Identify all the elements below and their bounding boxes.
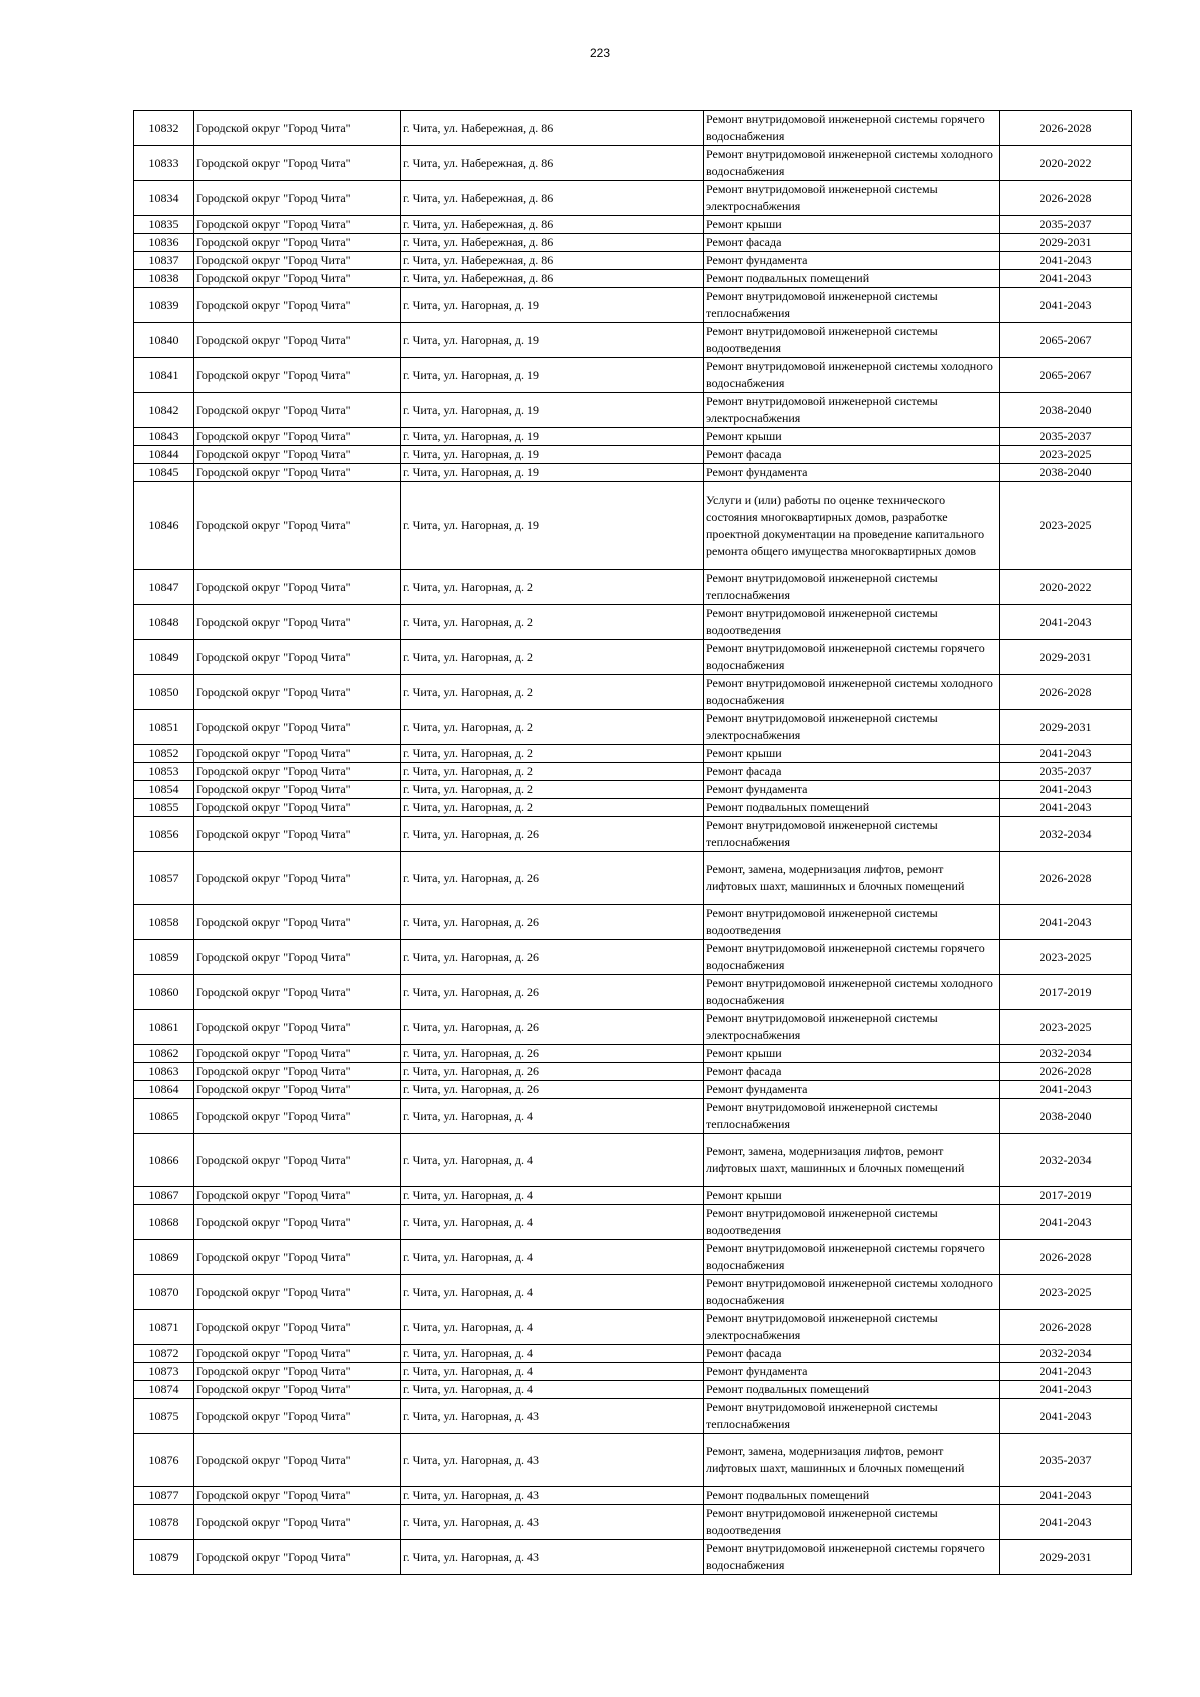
row-number: 10872 bbox=[134, 1345, 194, 1363]
municipality-cell: Городской округ "Город Чита" bbox=[194, 146, 401, 181]
work-type-cell: Ремонт, замена, модернизация лифтов, ремонт лифтовых шахт, машинных и блочных помещений bbox=[704, 1434, 1000, 1487]
address-cell: г. Чита, ул. Нагорная, д. 2 bbox=[401, 799, 704, 817]
municipality-cell: Городской округ "Город Чита" bbox=[194, 675, 401, 710]
address-cell: г. Чита, ул. Нагорная, д. 2 bbox=[401, 745, 704, 763]
row-number: 10832 bbox=[134, 111, 194, 146]
address-cell: г. Чита, ул. Нагорная, д. 4 bbox=[401, 1381, 704, 1399]
row-number: 10858 bbox=[134, 905, 194, 940]
address-cell: г. Чита, ул. Нагорная, д. 2 bbox=[401, 763, 704, 781]
table-row bbox=[134, 1381, 1132, 1399]
table-row bbox=[134, 482, 1132, 570]
address-cell: г. Чита, ул. Нагорная, д. 19 bbox=[401, 446, 704, 464]
table-row bbox=[134, 605, 1132, 640]
address-cell: г. Чита, ул. Нагорная, д. 4 bbox=[401, 1240, 704, 1275]
row-number: 10863 bbox=[134, 1063, 194, 1081]
address-cell: г. Чита, ул. Нагорная, д. 26 bbox=[401, 1063, 704, 1081]
municipality-cell: Городской округ "Город Чита" bbox=[194, 446, 401, 464]
municipality-cell: Городской округ "Город Чита" bbox=[194, 745, 401, 763]
row-number: 10864 bbox=[134, 1081, 194, 1099]
work-type-cell: Ремонт фасада bbox=[704, 1063, 1000, 1081]
row-number: 10859 bbox=[134, 940, 194, 975]
period-cell: 2029-2031 bbox=[1000, 710, 1132, 745]
table-row bbox=[134, 1363, 1132, 1381]
municipality-cell: Городской округ "Город Чита" bbox=[194, 216, 401, 234]
row-number: 10860 bbox=[134, 975, 194, 1010]
address-cell: г. Чита, ул. Нагорная, д. 43 bbox=[401, 1487, 704, 1505]
municipality-cell: Городской округ "Город Чита" bbox=[194, 464, 401, 482]
row-number: 10869 bbox=[134, 1240, 194, 1275]
row-number: 10837 bbox=[134, 252, 194, 270]
address-cell: г. Чита, ул. Нагорная, д. 43 bbox=[401, 1399, 704, 1434]
work-type-cell: Ремонт внутридомовой инженерной системы горячего водоснабжения bbox=[704, 940, 1000, 975]
municipality-cell: Городской округ "Город Чита" bbox=[194, 393, 401, 428]
address-cell: г. Чита, ул. Набережная, д. 86 bbox=[401, 270, 704, 288]
work-type-cell: Ремонт крыши bbox=[704, 428, 1000, 446]
work-type-cell: Ремонт внутридомовой инженерной системы водоотведения bbox=[704, 323, 1000, 358]
row-number: 10850 bbox=[134, 675, 194, 710]
municipality-cell: Городской округ "Город Чита" bbox=[194, 570, 401, 605]
period-cell: 2035-2037 bbox=[1000, 216, 1132, 234]
municipality-cell: Городской округ "Город Чита" bbox=[194, 640, 401, 675]
table-row bbox=[134, 799, 1132, 817]
period-cell: 2029-2031 bbox=[1000, 234, 1132, 252]
address-cell: г. Чита, ул. Нагорная, д. 26 bbox=[401, 975, 704, 1010]
municipality-cell: Городской округ "Город Чита" bbox=[194, 1099, 401, 1134]
work-type-cell: Ремонт внутридомовой инженерной системы горячего водоснабжения bbox=[704, 1540, 1000, 1575]
table-row bbox=[134, 234, 1132, 252]
work-type-cell: Ремонт внутридомовой инженерной системы холодного водоснабжения bbox=[704, 146, 1000, 181]
table-row bbox=[134, 270, 1132, 288]
municipality-cell: Городской округ "Город Чита" bbox=[194, 781, 401, 799]
address-cell: г. Чита, ул. Набережная, д. 86 bbox=[401, 181, 704, 216]
address-cell: г. Чита, ул. Нагорная, д. 2 bbox=[401, 570, 704, 605]
period-cell: 2020-2022 bbox=[1000, 570, 1132, 605]
municipality-cell: Городской округ "Город Чита" bbox=[194, 270, 401, 288]
table-row bbox=[134, 1099, 1132, 1134]
address-cell: г. Чита, ул. Нагорная, д. 2 bbox=[401, 781, 704, 799]
table-row bbox=[134, 570, 1132, 605]
municipality-cell: Городской округ "Город Чита" bbox=[194, 1081, 401, 1099]
table-row bbox=[134, 763, 1132, 781]
work-type-cell: Ремонт крыши bbox=[704, 745, 1000, 763]
period-cell: 2026-2028 bbox=[1000, 181, 1132, 216]
period-cell: 2041-2043 bbox=[1000, 781, 1132, 799]
row-number: 10848 bbox=[134, 605, 194, 640]
table-row bbox=[134, 1187, 1132, 1205]
period-cell: 2023-2025 bbox=[1000, 1275, 1132, 1310]
address-cell: г. Чита, ул. Нагорная, д. 43 bbox=[401, 1505, 704, 1540]
table-row bbox=[134, 358, 1132, 393]
period-cell: 2032-2034 bbox=[1000, 1045, 1132, 1063]
municipality-cell: Городской округ "Город Чита" bbox=[194, 428, 401, 446]
municipality-cell: Городской округ "Город Чита" bbox=[194, 323, 401, 358]
work-type-cell: Ремонт, замена, модернизация лифтов, ремонт лифтовых шахт, машинных и блочных помещений bbox=[704, 852, 1000, 905]
period-cell: 2041-2043 bbox=[1000, 605, 1132, 640]
address-cell: г. Чита, ул. Нагорная, д. 43 bbox=[401, 1540, 704, 1575]
table-row bbox=[134, 146, 1132, 181]
table-row bbox=[134, 640, 1132, 675]
work-type-cell: Ремонт подвальных помещений bbox=[704, 799, 1000, 817]
row-number: 10871 bbox=[134, 1310, 194, 1345]
address-cell: г. Чита, ул. Нагорная, д. 4 bbox=[401, 1345, 704, 1363]
work-type-cell: Ремонт внутридомовой инженерной системы холодного водоснабжения bbox=[704, 1275, 1000, 1310]
table-row bbox=[134, 1134, 1132, 1187]
row-number: 10835 bbox=[134, 216, 194, 234]
address-cell: г. Чита, ул. Набережная, д. 86 bbox=[401, 234, 704, 252]
period-cell: 2032-2034 bbox=[1000, 817, 1132, 852]
work-type-cell: Ремонт внутридомовой инженерной системы водоотведения bbox=[704, 1505, 1000, 1540]
work-type-cell: Ремонт фундамента bbox=[704, 1363, 1000, 1381]
table-row bbox=[134, 1275, 1132, 1310]
period-cell: 2041-2043 bbox=[1000, 252, 1132, 270]
address-cell: г. Чита, ул. Нагорная, д. 4 bbox=[401, 1310, 704, 1345]
period-cell: 2065-2067 bbox=[1000, 323, 1132, 358]
municipality-cell: Городской округ "Город Чита" bbox=[194, 1363, 401, 1381]
period-cell: 2032-2034 bbox=[1000, 1345, 1132, 1363]
table-row bbox=[134, 817, 1132, 852]
work-type-cell: Ремонт фасада bbox=[704, 1345, 1000, 1363]
municipality-cell: Городской округ "Город Чита" bbox=[194, 763, 401, 781]
table-row bbox=[134, 905, 1132, 940]
work-type-cell: Ремонт внутридомовой инженерной системы холодного водоснабжения bbox=[704, 358, 1000, 393]
address-cell: г. Чита, ул. Нагорная, д. 43 bbox=[401, 1434, 704, 1487]
municipality-cell: Городской округ "Город Чита" bbox=[194, 1310, 401, 1345]
table-row bbox=[134, 252, 1132, 270]
page-number: 223 bbox=[589, 46, 611, 60]
table-row bbox=[134, 1240, 1132, 1275]
table-row bbox=[134, 464, 1132, 482]
row-number: 10878 bbox=[134, 1505, 194, 1540]
municipality-cell: Городской округ "Город Чита" bbox=[194, 1063, 401, 1081]
work-type-cell: Ремонт фундамента bbox=[704, 781, 1000, 799]
work-type-cell: Ремонт внутридомовой инженерной системы водоотведения bbox=[704, 605, 1000, 640]
table-row bbox=[134, 1310, 1132, 1345]
municipality-cell: Городской округ "Город Чита" bbox=[194, 234, 401, 252]
work-type-cell: Ремонт подвальных помещений bbox=[704, 270, 1000, 288]
work-type-cell: Ремонт внутридомовой инженерной системы теплоснабжения bbox=[704, 288, 1000, 323]
work-type-cell: Ремонт внутридомовой инженерной системы горячего водоснабжения bbox=[704, 111, 1000, 146]
address-cell: г. Чита, ул. Нагорная, д. 2 bbox=[401, 640, 704, 675]
period-cell: 2023-2025 bbox=[1000, 446, 1132, 464]
period-cell: 2035-2037 bbox=[1000, 428, 1132, 446]
address-cell: г. Чита, ул. Нагорная, д. 19 bbox=[401, 323, 704, 358]
address-cell: г. Чита, ул. Нагорная, д. 26 bbox=[401, 1045, 704, 1063]
address-cell: г. Чита, ул. Нагорная, д. 19 bbox=[401, 393, 704, 428]
address-cell: г. Чита, ул. Нагорная, д. 26 bbox=[401, 852, 704, 905]
municipality-cell: Городской округ "Город Чита" bbox=[194, 1381, 401, 1399]
address-cell: г. Чита, ул. Нагорная, д. 4 bbox=[401, 1275, 704, 1310]
row-number: 10834 bbox=[134, 181, 194, 216]
address-cell: г. Чита, ул. Нагорная, д. 19 bbox=[401, 464, 704, 482]
row-number: 10849 bbox=[134, 640, 194, 675]
period-cell: 2041-2043 bbox=[1000, 745, 1132, 763]
period-cell: 2041-2043 bbox=[1000, 799, 1132, 817]
row-number: 10846 bbox=[134, 482, 194, 570]
table-row bbox=[134, 1399, 1132, 1434]
row-number: 10873 bbox=[134, 1363, 194, 1381]
table-row bbox=[134, 428, 1132, 446]
address-cell: г. Чита, ул. Набережная, д. 86 bbox=[401, 146, 704, 181]
work-type-cell: Ремонт внутридомовой инженерной системы водоотведения bbox=[704, 905, 1000, 940]
work-type-cell: Ремонт внутридомовой инженерной системы теплоснабжения bbox=[704, 1099, 1000, 1134]
municipality-cell: Городской округ "Город Чита" bbox=[194, 817, 401, 852]
work-type-cell: Ремонт внутридомовой инженерной системы электроснабжения bbox=[704, 1310, 1000, 1345]
row-number: 10877 bbox=[134, 1487, 194, 1505]
period-cell: 2038-2040 bbox=[1000, 393, 1132, 428]
period-cell: 2041-2043 bbox=[1000, 1381, 1132, 1399]
period-cell: 2017-2019 bbox=[1000, 1187, 1132, 1205]
row-number: 10866 bbox=[134, 1134, 194, 1187]
work-type-cell: Ремонт внутридомовой инженерной системы электроснабжения bbox=[704, 710, 1000, 745]
table-body bbox=[134, 111, 1132, 1575]
period-cell: 2041-2043 bbox=[1000, 270, 1132, 288]
period-cell: 2032-2034 bbox=[1000, 1134, 1132, 1187]
row-number: 10875 bbox=[134, 1399, 194, 1434]
repair-schedule-table bbox=[133, 110, 1132, 1575]
period-cell: 2029-2031 bbox=[1000, 640, 1132, 675]
table-row bbox=[134, 1010, 1132, 1045]
period-cell: 2023-2025 bbox=[1000, 1010, 1132, 1045]
address-cell: г. Чита, ул. Нагорная, д. 26 bbox=[401, 1010, 704, 1045]
work-type-cell: Ремонт внутридомовой инженерной системы электроснабжения bbox=[704, 1010, 1000, 1045]
period-cell: 2041-2043 bbox=[1000, 288, 1132, 323]
municipality-cell: Городской округ "Город Чита" bbox=[194, 288, 401, 323]
address-cell: г. Чита, ул. Нагорная, д. 2 bbox=[401, 675, 704, 710]
table-row bbox=[134, 1063, 1132, 1081]
table-row bbox=[134, 288, 1132, 323]
municipality-cell: Городской округ "Город Чита" bbox=[194, 1275, 401, 1310]
row-number: 10851 bbox=[134, 710, 194, 745]
table-row bbox=[134, 745, 1132, 763]
work-type-cell: Ремонт внутридомовой инженерной системы электроснабжения bbox=[704, 393, 1000, 428]
address-cell: г. Чита, ул. Набережная, д. 86 bbox=[401, 111, 704, 146]
row-number: 10852 bbox=[134, 745, 194, 763]
row-number: 10861 bbox=[134, 1010, 194, 1045]
work-type-cell: Ремонт внутридомовой инженерной системы горячего водоснабжения bbox=[704, 1240, 1000, 1275]
municipality-cell: Городской округ "Город Чита" bbox=[194, 1010, 401, 1045]
row-number: 10855 bbox=[134, 799, 194, 817]
address-cell: г. Чита, ул. Нагорная, д. 19 bbox=[401, 482, 704, 570]
table-row bbox=[134, 675, 1132, 710]
table-row bbox=[134, 111, 1132, 146]
work-type-cell: Ремонт фасада bbox=[704, 446, 1000, 464]
work-type-cell: Ремонт внутридомовой инженерной системы горячего водоснабжения bbox=[704, 640, 1000, 675]
period-cell: 2026-2028 bbox=[1000, 1063, 1132, 1081]
address-cell: г. Чита, ул. Нагорная, д. 4 bbox=[401, 1187, 704, 1205]
row-number: 10840 bbox=[134, 323, 194, 358]
table-row bbox=[134, 1345, 1132, 1363]
period-cell: 2041-2043 bbox=[1000, 1399, 1132, 1434]
row-number: 10853 bbox=[134, 763, 194, 781]
table-row bbox=[134, 852, 1132, 905]
table-row bbox=[134, 975, 1132, 1010]
row-number: 10845 bbox=[134, 464, 194, 482]
work-type-cell: Ремонт внутридомовой инженерной системы холодного водоснабжения bbox=[704, 675, 1000, 710]
period-cell: 2026-2028 bbox=[1000, 675, 1132, 710]
municipality-cell: Городской округ "Город Чита" bbox=[194, 905, 401, 940]
period-cell: 2020-2022 bbox=[1000, 146, 1132, 181]
period-cell: 2065-2067 bbox=[1000, 358, 1132, 393]
period-cell: 2026-2028 bbox=[1000, 1310, 1132, 1345]
period-cell: 2035-2037 bbox=[1000, 763, 1132, 781]
row-number: 10847 bbox=[134, 570, 194, 605]
table-row bbox=[134, 781, 1132, 799]
address-cell: г. Чита, ул. Набережная, д. 86 bbox=[401, 216, 704, 234]
address-cell: г. Чита, ул. Нагорная, д. 26 bbox=[401, 940, 704, 975]
period-cell: 2041-2043 bbox=[1000, 1505, 1132, 1540]
period-cell: 2038-2040 bbox=[1000, 1099, 1132, 1134]
period-cell: 2041-2043 bbox=[1000, 905, 1132, 940]
row-number: 10862 bbox=[134, 1045, 194, 1063]
municipality-cell: Городской округ "Город Чита" bbox=[194, 1487, 401, 1505]
row-number: 10868 bbox=[134, 1205, 194, 1240]
municipality-cell: Городской округ "Город Чита" bbox=[194, 1134, 401, 1187]
address-cell: г. Чита, ул. Нагорная, д. 19 bbox=[401, 428, 704, 446]
municipality-cell: Городской округ "Город Чита" bbox=[194, 1505, 401, 1540]
municipality-cell: Городской округ "Город Чита" bbox=[194, 710, 401, 745]
work-type-cell: Ремонт внутридомовой инженерной системы водоотведения bbox=[704, 1205, 1000, 1240]
municipality-cell: Городской округ "Город Чита" bbox=[194, 1045, 401, 1063]
work-type-cell: Ремонт внутридомовой инженерной системы теплоснабжения bbox=[704, 817, 1000, 852]
period-cell: 2023-2025 bbox=[1000, 940, 1132, 975]
municipality-cell: Городской округ "Город Чита" bbox=[194, 605, 401, 640]
table-row bbox=[134, 446, 1132, 464]
work-type-cell: Ремонт крыши bbox=[704, 1187, 1000, 1205]
address-cell: г. Чита, ул. Нагорная, д. 26 bbox=[401, 905, 704, 940]
municipality-cell: Городской округ "Город Чита" bbox=[194, 252, 401, 270]
work-type-cell: Ремонт фасада bbox=[704, 763, 1000, 781]
address-cell: г. Чита, ул. Нагорная, д. 4 bbox=[401, 1363, 704, 1381]
municipality-cell: Городской округ "Город Чита" bbox=[194, 1205, 401, 1240]
table-row bbox=[134, 216, 1132, 234]
address-cell: г. Чита, ул. Нагорная, д. 19 bbox=[401, 358, 704, 393]
address-cell: г. Чита, ул. Нагорная, д. 26 bbox=[401, 1081, 704, 1099]
municipality-cell: Городской округ "Город Чита" bbox=[194, 358, 401, 393]
row-number: 10867 bbox=[134, 1187, 194, 1205]
row-number: 10843 bbox=[134, 428, 194, 446]
row-number: 10838 bbox=[134, 270, 194, 288]
period-cell: 2041-2043 bbox=[1000, 1081, 1132, 1099]
address-cell: г. Чита, ул. Нагорная, д. 2 bbox=[401, 605, 704, 640]
period-cell: 2038-2040 bbox=[1000, 464, 1132, 482]
work-type-cell: Ремонт подвальных помещений bbox=[704, 1487, 1000, 1505]
row-number: 10856 bbox=[134, 817, 194, 852]
address-cell: г. Чита, ул. Нагорная, д. 4 bbox=[401, 1205, 704, 1240]
municipality-cell: Городской округ "Город Чита" bbox=[194, 1399, 401, 1434]
work-type-cell: Ремонт внутридомовой инженерной системы теплоснабжения bbox=[704, 1399, 1000, 1434]
municipality-cell: Городской округ "Город Чита" bbox=[194, 1434, 401, 1487]
period-cell: 2029-2031 bbox=[1000, 1540, 1132, 1575]
address-cell: г. Чита, ул. Набережная, д. 86 bbox=[401, 252, 704, 270]
period-cell: 2035-2037 bbox=[1000, 1434, 1132, 1487]
municipality-cell: Городской округ "Город Чита" bbox=[194, 181, 401, 216]
row-number: 10839 bbox=[134, 288, 194, 323]
work-type-cell: Ремонт подвальных помещений bbox=[704, 1381, 1000, 1399]
municipality-cell: Городской округ "Город Чита" bbox=[194, 799, 401, 817]
table-row bbox=[134, 1434, 1132, 1487]
work-type-cell: Ремонт внутридомовой инженерной системы теплоснабжения bbox=[704, 570, 1000, 605]
row-number: 10874 bbox=[134, 1381, 194, 1399]
period-cell: 2041-2043 bbox=[1000, 1487, 1132, 1505]
municipality-cell: Городской округ "Город Чита" bbox=[194, 1187, 401, 1205]
work-type-cell: Ремонт фундамента bbox=[704, 1081, 1000, 1099]
table-row bbox=[134, 1505, 1132, 1540]
work-type-cell: Ремонт фундамента bbox=[704, 464, 1000, 482]
municipality-cell: Городской округ "Город Чита" bbox=[194, 1240, 401, 1275]
work-type-cell: Ремонт фундамента bbox=[704, 252, 1000, 270]
row-number: 10841 bbox=[134, 358, 194, 393]
table-row bbox=[134, 393, 1132, 428]
table-row bbox=[134, 1487, 1132, 1505]
municipality-cell: Городской округ "Город Чита" bbox=[194, 111, 401, 146]
table-row bbox=[134, 710, 1132, 745]
period-cell: 2041-2043 bbox=[1000, 1205, 1132, 1240]
address-cell: г. Чита, ул. Нагорная, д. 4 bbox=[401, 1134, 704, 1187]
row-number: 10842 bbox=[134, 393, 194, 428]
address-cell: г. Чита, ул. Нагорная, д. 4 bbox=[401, 1099, 704, 1134]
period-cell: 2017-2019 bbox=[1000, 975, 1132, 1010]
municipality-cell: Городской округ "Город Чита" bbox=[194, 852, 401, 905]
work-type-cell: Ремонт фасада bbox=[704, 234, 1000, 252]
row-number: 10865 bbox=[134, 1099, 194, 1134]
work-type-cell: Ремонт, замена, модернизация лифтов, ремонт лифтовых шахт, машинных и блочных помещений bbox=[704, 1134, 1000, 1187]
row-number: 10870 bbox=[134, 1275, 194, 1310]
work-type-cell: Ремонт крыши bbox=[704, 216, 1000, 234]
work-type-cell: Ремонт внутридомовой инженерной системы электроснабжения bbox=[704, 181, 1000, 216]
row-number: 10879 bbox=[134, 1540, 194, 1575]
municipality-cell: Городской округ "Город Чита" bbox=[194, 1540, 401, 1575]
row-number: 10844 bbox=[134, 446, 194, 464]
table-row bbox=[134, 940, 1132, 975]
table-row bbox=[134, 1081, 1132, 1099]
period-cell: 2041-2043 bbox=[1000, 1363, 1132, 1381]
row-number: 10833 bbox=[134, 146, 194, 181]
municipality-cell: Городской округ "Город Чита" bbox=[194, 1345, 401, 1363]
address-cell: г. Чита, ул. Нагорная, д. 2 bbox=[401, 710, 704, 745]
table-row bbox=[134, 1205, 1132, 1240]
row-number: 10836 bbox=[134, 234, 194, 252]
row-number: 10857 bbox=[134, 852, 194, 905]
table-row bbox=[134, 1045, 1132, 1063]
work-type-cell: Услуги и (или) работы по оценке технического состояния многоквартирных домов, разработке проектной документации на проведение капитального ремонта общего имущества многоквартирных домов bbox=[704, 482, 1000, 570]
row-number: 10876 bbox=[134, 1434, 194, 1487]
period-cell: 2026-2028 bbox=[1000, 111, 1132, 146]
table-row bbox=[134, 323, 1132, 358]
municipality-cell: Городской округ "Город Чита" bbox=[194, 940, 401, 975]
work-type-cell: Ремонт внутридомовой инженерной системы холодного водоснабжения bbox=[704, 975, 1000, 1010]
address-cell: г. Чита, ул. Нагорная, д. 19 bbox=[401, 288, 704, 323]
table-row bbox=[134, 181, 1132, 216]
table-row bbox=[134, 1540, 1132, 1575]
period-cell: 2026-2028 bbox=[1000, 1240, 1132, 1275]
municipality-cell: Городской округ "Город Чита" bbox=[194, 975, 401, 1010]
municipality-cell: Городской округ "Город Чита" bbox=[194, 482, 401, 570]
work-type-cell: Ремонт крыши bbox=[704, 1045, 1000, 1063]
address-cell: г. Чита, ул. Нагорная, д. 26 bbox=[401, 817, 704, 852]
row-number: 10854 bbox=[134, 781, 194, 799]
period-cell: 2026-2028 bbox=[1000, 852, 1132, 905]
period-cell: 2023-2025 bbox=[1000, 482, 1132, 570]
